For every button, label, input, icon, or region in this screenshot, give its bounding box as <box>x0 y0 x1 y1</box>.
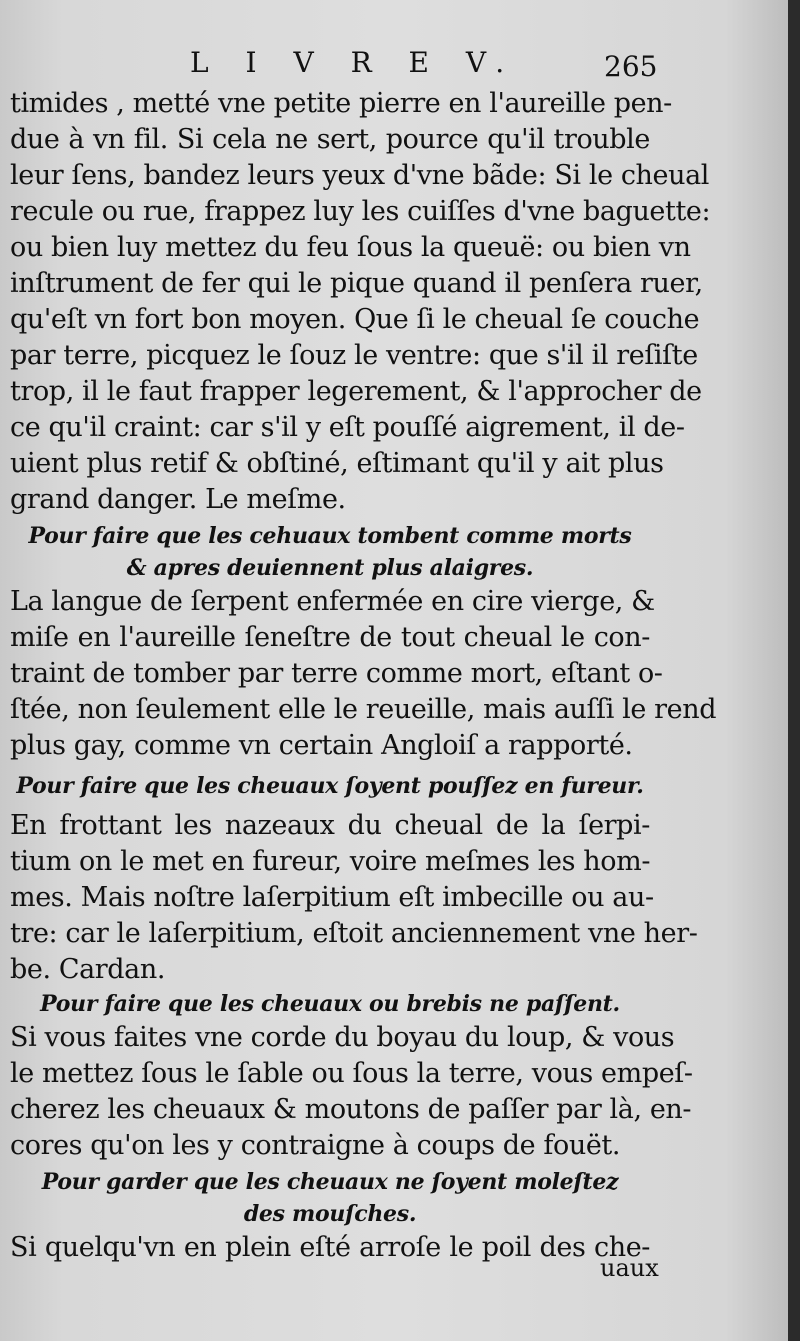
text-line: recule ou rue, frappez luy les cuiſſes d'vne baguette: <box>10 196 711 227</box>
page-number: 265 <box>604 50 658 83</box>
section-heading: des mouſches. <box>243 1201 417 1227</box>
running-head-title: L I V R E V. <box>190 46 519 79</box>
text-line: cherez les cheuaux & moutons de paſſer par là, en- <box>10 1094 692 1125</box>
text-line: Si vous faites vne corde du boyau du loup, & vous <box>10 1022 675 1053</box>
text-line: be. Cardan. <box>10 954 166 985</box>
text-line: qu'eſt vn fort bon moyen. Que ſi le cheual ſe couche <box>10 304 700 335</box>
section-heading: & apres deuiennent plus alaigres. <box>126 555 534 581</box>
text-line: ſtée, non ſeulement elle le reueille, mais auſſi le rend <box>10 694 717 725</box>
text-line: plus gay, comme vn certain Angloiſ a rapporté. <box>10 730 633 761</box>
catchword: uaux <box>600 1254 659 1282</box>
text-line: tium on le met en fureur, voire meſmes les hom- <box>10 846 651 877</box>
text-line: traint de tomber par terre comme mort, eſtant o- <box>10 658 663 689</box>
text-line: ou bien luy mettez du feu ſous la queuë: ou bien vn <box>10 232 691 263</box>
text-line: cores qu'on les y contraigne à coups de fouët. <box>10 1130 621 1161</box>
text-line: Si quelqu'vn en plein eſté arroſe le poil des che- <box>10 1232 650 1263</box>
section-heading: Pour garder que les cheuaux ne ſoyent moleſtez <box>41 1169 619 1195</box>
text-line: miſe en l'aureille ſeneſtre de tout cheual le con- <box>10 622 650 653</box>
text-line: le mettez ſous le ſable ou ſous la terre, vous empeſ- <box>10 1058 693 1089</box>
text-line: leur ſens, bandez leurs yeux d'vne bãde: Si le cheual <box>10 160 710 191</box>
section-heading: Pour faire que les cehuaux tombent comme morts <box>28 523 632 549</box>
text-line: mes. Mais noſtre laſerpitium eſt imbecille ou au- <box>10 882 654 913</box>
text-line: grand danger. Le meſme. <box>10 484 346 515</box>
text-line: La langue de ſerpent enfermée en cire vierge, & <box>10 586 655 617</box>
text-line: trop, il le faut frapper legerement, & l'approcher de <box>10 376 702 407</box>
section-heading: Pour faire que les cheuaux ou brebis ne paſſent. <box>40 991 620 1017</box>
text-line: uient plus retif & obſtiné, eſtimant qu'il y ait plus <box>10 448 664 479</box>
text-line: par terre, picquez le ſouz le ventre: que s'il il reſiſte <box>10 340 698 371</box>
text-line: due à vn fil. Si cela ne sert, pource qu'il trouble <box>10 124 650 155</box>
text-line: ce qu'il craint: car s'il y eſt pouſſé aigrement, il de- <box>10 412 685 443</box>
text-line: inſtrument de fer qui le pique quand il penſera ruer, <box>10 268 703 299</box>
text-line: tre: car le laſerpitium, eſtoit anciennement vne her- <box>10 918 698 949</box>
text-line: En frottant les nazeaux du cheual de la ſerpi- <box>10 810 650 841</box>
text-line: timides , metté vne petite pierre en l'aureille pen- <box>10 88 672 119</box>
section-heading: Pour faire que les cheuaux ſoyent pouſſez en fureur. <box>16 773 644 799</box>
